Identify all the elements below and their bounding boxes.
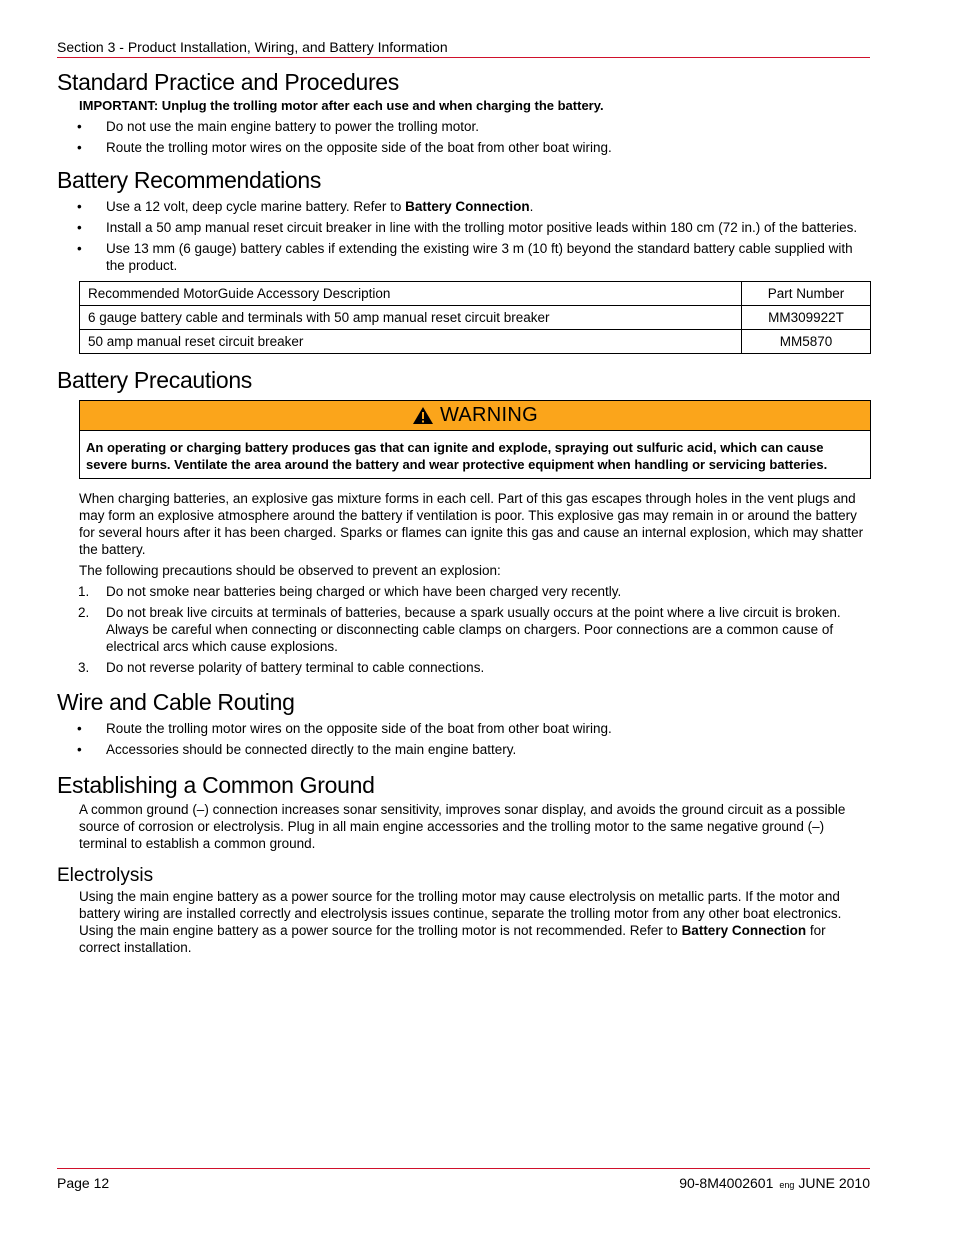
cross-reference: Battery Connection [405, 199, 530, 214]
table-cell: MM309922T [742, 306, 871, 330]
heading-battery-precautions: Battery Precautions [57, 367, 253, 393]
page-content [57, 68, 870, 960]
battery-recommendations-list [57, 198, 870, 274]
page-number: Page 12 [57, 1175, 110, 1191]
heading-common-ground: Establishing a Common Ground [57, 772, 375, 798]
heading-wire-routing: Wire and Cable Routing [57, 689, 295, 715]
list-item: • Route the trolling motor wires on the opposite side of the boat from other boat wiring. [57, 720, 870, 737]
wire-routing-list [57, 720, 870, 758]
list-item: • Do not use the main engine battery to power the trolling motor. [57, 118, 870, 135]
list-item: • Route the trolling motor wires on the opposite side of the boat from other boat wiring. [57, 139, 870, 156]
language-code: eng [779, 1180, 795, 1190]
heading-standard-practice: Standard Practice and Procedures [57, 69, 399, 95]
important-note: IMPORTANT: Unplug the trolling motor after each use and when charging the battery. [79, 98, 604, 113]
table-cell: 6 gauge battery cable and terminals with 50 amp manual reset circuit breaker [80, 306, 742, 330]
paragraph: The following precautions should be observed to prevent an explosion: [79, 563, 501, 578]
accessory-table [79, 281, 871, 354]
table-row [80, 306, 871, 330]
paragraph: Using the main engine battery as a power source for the trolling motor may cause electrolysis on metallic parts. If the motor and battery wiring are installed correctly and electrolysis issues continue, separate the trolling motor from any other boat electronics. Using the main engine battery as a power source for the trolling motor is not recommended. Refer to Battery Connection for correct installation. [79, 889, 842, 955]
list-item: 3. Do not reverse polarity of battery terminal to cable connections. [78, 660, 485, 675]
list-item: • Use 13 mm (6 gauge) battery cables if extending the existing wire 3 m (10 ft) beyond the standard battery cable supplied with the product. [57, 240, 870, 274]
doc-date: JUNE 2010 [798, 1175, 870, 1191]
page-footer [57, 1168, 870, 1194]
paragraph: A common ground (–) connection increases sonar sensitivity, improves sonar display, and avoids the ground circuit as a possible source of corrosion or electrolysis. Plug in all main engine accessories and the trolling motor to the same negative ground (–) terminal to establish a common ground. [79, 802, 846, 851]
list-item: • Install a 50 amp manual reset circuit breaker in line with the trolling motor positive leads within 180 cm (72 in.) of the batteries. [57, 219, 870, 236]
warning-text: An operating or charging battery produces gas that can ignite and explode, spraying out sulfuric acid, which can cause severe burns. Ventilate the area around the battery and wear protective equipment when handling or servicing batteries. [86, 440, 828, 472]
list-item: • Accessories should be connected directly to the main engine battery. [57, 741, 870, 758]
table-cell: 50 amp manual reset circuit breaker [80, 330, 742, 354]
section-title: Section 3 - Product Installation, Wiring, and Battery Information [57, 39, 448, 55]
precautions-list [57, 583, 870, 676]
cross-reference: Battery Connection [681, 923, 807, 938]
doc-info [679, 1174, 870, 1194]
heading-electrolysis: Electrolysis [57, 865, 154, 886]
table-row [80, 330, 871, 354]
list-item: • Use a 12 volt, deep cycle marine battery. Refer to Battery Connection. [57, 198, 870, 215]
warning-triangle-icon [412, 406, 434, 425]
section-header [57, 38, 870, 58]
list-item: 2. Do not break live circuits at terminals of batteries, because a spark usually occurs at the point where a live circuit is broken. Always be careful when connecting or disconnecting cable clamps on chargers. Poor connections are a common cause of electrical arcs which cause explosions. [78, 605, 841, 654]
paragraph: When charging batteries, an explosive gas mixture forms in each cell. Part of this gas escapes through holes in the vent plugs and may form an explosive atmosphere around the battery if ventilation is poor. This explosive gas may remain in or around the battery for several hours after it has been charged. Sparks or flames can ignite this gas and cause an internal explosion, which may shatter the battery. [79, 491, 864, 557]
warning-label: WARNING [439, 404, 539, 426]
table-header-row [80, 282, 871, 306]
table-cell: MM5870 [742, 330, 871, 354]
column-header-description: Recommended MotorGuide Accessory Description [80, 282, 742, 306]
list-item: 1. Do not smoke near batteries being charged or which have been charged very recently. [78, 584, 622, 599]
heading-battery-recommendations: Battery Recommendations [57, 167, 322, 193]
standard-practice-list [57, 118, 870, 156]
column-header-part-number: Part Number [742, 282, 871, 306]
warning-box [79, 400, 871, 479]
doc-number: 90-8M4002601 [679, 1175, 774, 1191]
warning-header [80, 401, 870, 431]
